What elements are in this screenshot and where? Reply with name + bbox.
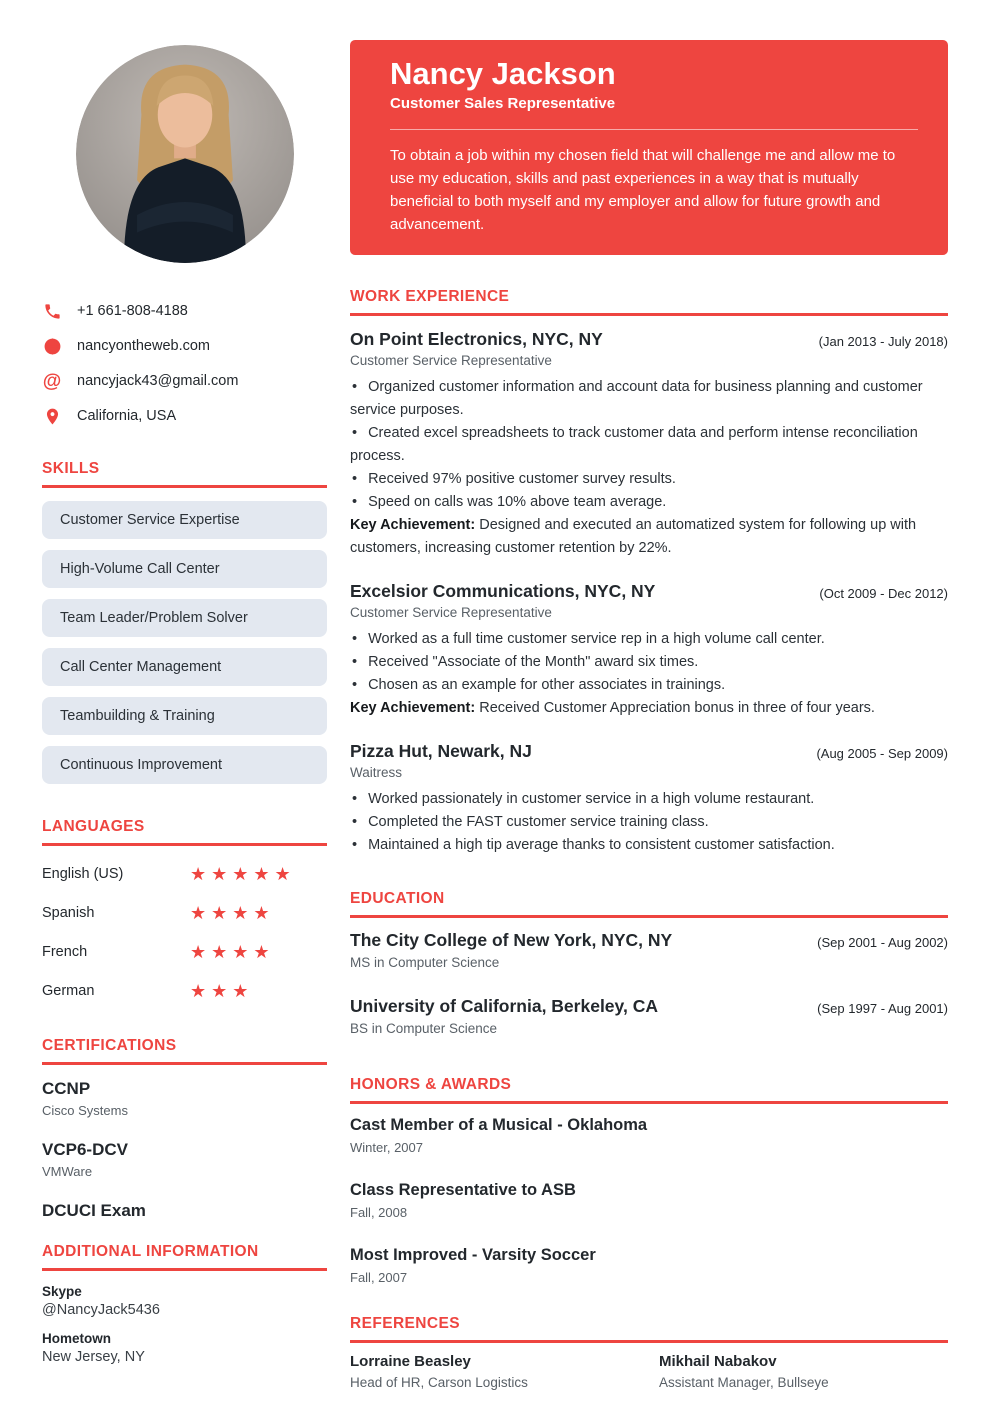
work-experience-heading: WORK EXPERIENCE	[350, 288, 948, 316]
email: nancyjack43@gmail.com	[77, 373, 239, 389]
key-achievement-label: Key Achievement:	[350, 700, 476, 716]
header-banner	[350, 40, 948, 255]
skill-pill: Continuous Improvement	[42, 746, 327, 784]
bullet-item: • Chosen as an example for other associates in trainings.	[350, 674, 948, 697]
honor-name: Class Representative to ASB	[350, 1181, 576, 1199]
key-achievement	[350, 697, 948, 720]
school-name: The City College of New York, NYC, NY	[350, 930, 673, 950]
candidate-title: Customer Sales Representative	[390, 95, 616, 112]
education-entry	[350, 996, 948, 1036]
reference-role: Head of HR, Carson Logistics	[350, 1375, 528, 1390]
sidebar	[42, 40, 327, 1365]
phone-number: +1 661-808-4188	[77, 303, 188, 319]
bullet-item: • Received 97% positive customer survey results.	[350, 468, 948, 491]
certifications-section	[42, 1037, 327, 1221]
job-dates: (Oct 2009 - Dec 2012)	[819, 586, 948, 601]
certification-item	[42, 1079, 327, 1118]
bullet-item: • Maintained a high tip average thanks to consistent customer satisfaction.	[350, 834, 948, 857]
contact-phone	[42, 301, 327, 321]
contact-email	[42, 371, 327, 391]
certification-name: VCP6-DCV	[42, 1140, 128, 1159]
job-bullets	[350, 628, 948, 697]
job-header	[350, 329, 948, 350]
honors-section	[350, 1076, 948, 1285]
company-name: On Point Electronics, NYC, NY	[350, 329, 603, 349]
skill-pill: Customer Service Expertise	[42, 501, 327, 539]
job-role: Customer Service Representative	[350, 353, 552, 368]
honor-item	[350, 1246, 948, 1285]
star-rating: ★★★	[190, 981, 254, 1001]
bullet-item: • Worked as a full time customer service rep in a high volume call center.	[350, 628, 948, 651]
additional-value: New Jersey, NY	[42, 1349, 145, 1365]
reference-name: Mikhail Nabakov	[659, 1353, 777, 1370]
degree: BS in Computer Science	[350, 1021, 498, 1036]
company-name: Excelsior Communications, NYC, NY	[350, 581, 656, 601]
location: California, USA	[77, 408, 177, 424]
languages-list	[42, 862, 327, 1003]
header-divider	[390, 129, 918, 130]
job-dates: (Jan 2013 - July 2018)	[818, 334, 948, 349]
honors-heading: HONORS & AWARDS	[350, 1076, 948, 1104]
degree: MS in Computer Science	[350, 955, 500, 970]
honor-name: Most Improved - Varsity Soccer	[350, 1246, 596, 1264]
phone-icon	[42, 301, 62, 321]
education-heading: EDUCATION	[350, 890, 948, 918]
skill-pill: Team Leader/Problem Solver	[42, 599, 327, 637]
job-entry	[350, 741, 948, 857]
work-experience-section	[350, 288, 948, 857]
job-role: Waitress	[350, 765, 403, 780]
education-header	[350, 996, 948, 1017]
at-icon: @	[42, 370, 62, 392]
languages-heading: LANGUAGES	[42, 818, 327, 846]
language-name: English (US)	[42, 866, 124, 882]
key-achievement-text: Designed and executed an automatized system for following up with customers, increasing customer retention by 22%.	[350, 517, 917, 556]
education-dates: (Sep 1997 - Aug 2001)	[817, 1001, 948, 1016]
bullet-item: • Worked passionately in customer service in a high volume restaurant.	[350, 788, 948, 811]
job-dates: (Aug 2005 - Sep 2009)	[816, 746, 948, 761]
honor-name: Cast Member of a Musical - Oklahoma	[350, 1116, 648, 1134]
references-section	[350, 1315, 948, 1390]
language-name: French	[42, 944, 88, 960]
job-header	[350, 581, 948, 602]
skills-list	[42, 501, 327, 784]
additional-item	[42, 1284, 327, 1318]
contact-list	[42, 301, 327, 426]
reference-role: Assistant Manager, Bullseye	[659, 1375, 829, 1390]
location-icon	[42, 406, 62, 426]
main-column	[350, 40, 948, 1390]
bullet-item: • Completed the FAST customer service training class.	[350, 811, 948, 834]
bullet-item: • Received "Associate of the Month" award six times.	[350, 651, 948, 674]
certification-org: VMWare	[42, 1164, 93, 1179]
star-rating: ★★★★	[190, 942, 275, 962]
certification-item	[42, 1201, 327, 1221]
skills-heading: SKILLS	[42, 460, 327, 488]
language-name: Spanish	[42, 905, 95, 921]
certification-name: DCUCI Exam	[42, 1201, 146, 1220]
bullet-item: • Created excel spreadsheets to track customer data and perform intense reconciliation process.	[350, 422, 948, 468]
job-bullets	[350, 376, 948, 514]
education-section	[350, 890, 948, 1036]
key-achievement-label: Key Achievement:	[350, 517, 476, 533]
reference-item	[659, 1353, 948, 1390]
company-name: Pizza Hut, Newark, NJ	[350, 741, 532, 761]
honor-date: Fall, 2007	[350, 1270, 408, 1285]
references-list	[350, 1353, 948, 1390]
reference-name: Lorraine Beasley	[350, 1353, 471, 1370]
job-entry	[350, 581, 948, 720]
certification-name: CCNP	[42, 1079, 91, 1098]
additional-label: Skype	[42, 1284, 82, 1299]
reference-item	[350, 1353, 639, 1390]
additional-value: @NancyJack5436	[42, 1302, 160, 1318]
globe-icon	[42, 336, 62, 356]
avatar	[76, 45, 294, 263]
skill-pill: High-Volume Call Center	[42, 550, 327, 588]
skill-pill: Teambuilding & Training	[42, 697, 327, 735]
education-dates: (Sep 2001 - Aug 2002)	[817, 935, 948, 950]
additional-info-heading: ADDITIONAL INFORMATION	[42, 1243, 327, 1271]
job-bullets	[350, 788, 948, 857]
language-row	[42, 979, 327, 1003]
bullet-item: • Speed on calls was 10% above team average.	[350, 491, 948, 514]
education-header	[350, 930, 948, 951]
school-name: University of California, Berkeley, CA	[350, 996, 658, 1016]
candidate-name: Nancy Jackson	[390, 56, 616, 91]
certification-item	[42, 1140, 327, 1179]
honor-date: Fall, 2008	[350, 1205, 408, 1220]
honor-item	[350, 1181, 948, 1220]
language-row	[42, 862, 327, 886]
contact-website	[42, 336, 327, 356]
job-entry	[350, 329, 948, 560]
additional-item	[42, 1331, 327, 1365]
star-rating: ★★★★	[190, 903, 275, 923]
education-entry	[350, 930, 948, 970]
skills-section	[42, 460, 327, 784]
honor-date: Winter, 2007	[350, 1140, 423, 1155]
star-rating: ★★★★★	[190, 864, 296, 884]
certifications-heading: CERTIFICATIONS	[42, 1037, 327, 1065]
objective-text: To obtain a job within my chosen field that will challenge me and allow me to use my education, skills and past experiences in a way that is mutually beneficial to both myself and my employer and allow for future growth and advancement.	[390, 147, 896, 233]
references-heading: REFERENCES	[350, 1315, 948, 1343]
languages-section	[42, 818, 327, 1003]
avatar-photo	[76, 45, 294, 263]
language-name: German	[42, 983, 95, 999]
additional-info-section	[42, 1243, 327, 1365]
key-achievement	[350, 514, 948, 560]
additional-label: Hometown	[42, 1331, 111, 1346]
language-row	[42, 940, 327, 964]
job-role: Customer Service Representative	[350, 605, 552, 620]
bullet-item: • Organized customer information and account data for business planning and customer service purposes.	[350, 376, 948, 422]
job-header	[350, 741, 948, 762]
certification-org: Cisco Systems	[42, 1103, 128, 1118]
key-achievement-text: Received Customer Appreciation bonus in three of four years.	[479, 700, 875, 716]
honor-item	[350, 1116, 948, 1155]
contact-location	[42, 406, 327, 426]
skill-pill: Call Center Management	[42, 648, 327, 686]
website: nancyontheweb.com	[77, 338, 210, 354]
language-row	[42, 901, 327, 925]
